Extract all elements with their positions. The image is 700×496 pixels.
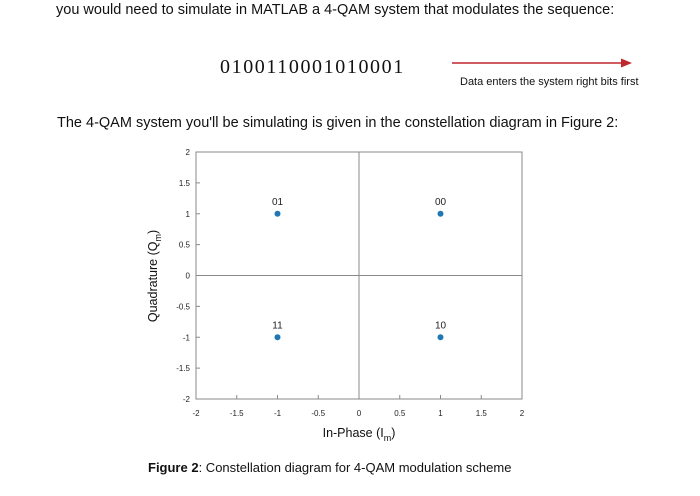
y-tick-label: 0.5	[178, 240, 190, 250]
y-tick-label: -1.5	[176, 364, 190, 374]
y-tick-label: 1	[185, 209, 190, 219]
y-tick-label: -2	[182, 395, 190, 404]
y-tick-label: 0	[185, 271, 190, 281]
y-axis-title: Quadrature $(Q_m)$	[146, 229, 163, 323]
y-tick-label: 2	[185, 148, 190, 157]
bit-sequence: 0100110001010001	[220, 56, 405, 78]
paragraph-text: The 4-QAM system you'll be simulating is given in the constellation diagram in Figure 2:	[57, 115, 619, 131]
x-axis-title: In-Phase $(I_m)$	[322, 426, 396, 443]
constellation-point	[438, 211, 444, 217]
x-tick-label: -2	[192, 409, 200, 418]
arrow-note: Data enters the system right bits first	[460, 76, 639, 88]
x-tick-label: 1	[438, 409, 443, 418]
y-tick-label: -1	[182, 333, 190, 343]
caption-text: : Constellation diagram for 4-QAM modulation scheme	[198, 460, 512, 475]
constellation-point	[275, 334, 281, 340]
y-tick-label: -0.5	[176, 302, 190, 312]
x-tick-label: -1.5	[229, 409, 244, 418]
constellation-point	[275, 211, 281, 217]
intro-text: you would need to simulate in MATLAB a 4-QAM system that modulates the sequence:	[56, 2, 615, 18]
x-tick-label: -0.5	[311, 409, 326, 418]
point-label: 10	[434, 320, 447, 332]
caption-label: Figure 2	[148, 460, 199, 475]
x-tick-label: 0.5	[394, 409, 406, 418]
direction-arrow-head	[621, 59, 632, 68]
point-label: 11	[272, 320, 283, 332]
point-label: 01	[271, 196, 284, 208]
x-tick-label: 2	[519, 409, 525, 418]
x-tick-label: 1.5	[475, 409, 487, 418]
x-tick-label: -1	[273, 409, 282, 418]
y-tick-label: 1.5	[178, 178, 190, 188]
point-label: 00	[434, 196, 447, 208]
x-tick-label: 0	[356, 409, 362, 418]
constellation-point	[438, 334, 444, 340]
